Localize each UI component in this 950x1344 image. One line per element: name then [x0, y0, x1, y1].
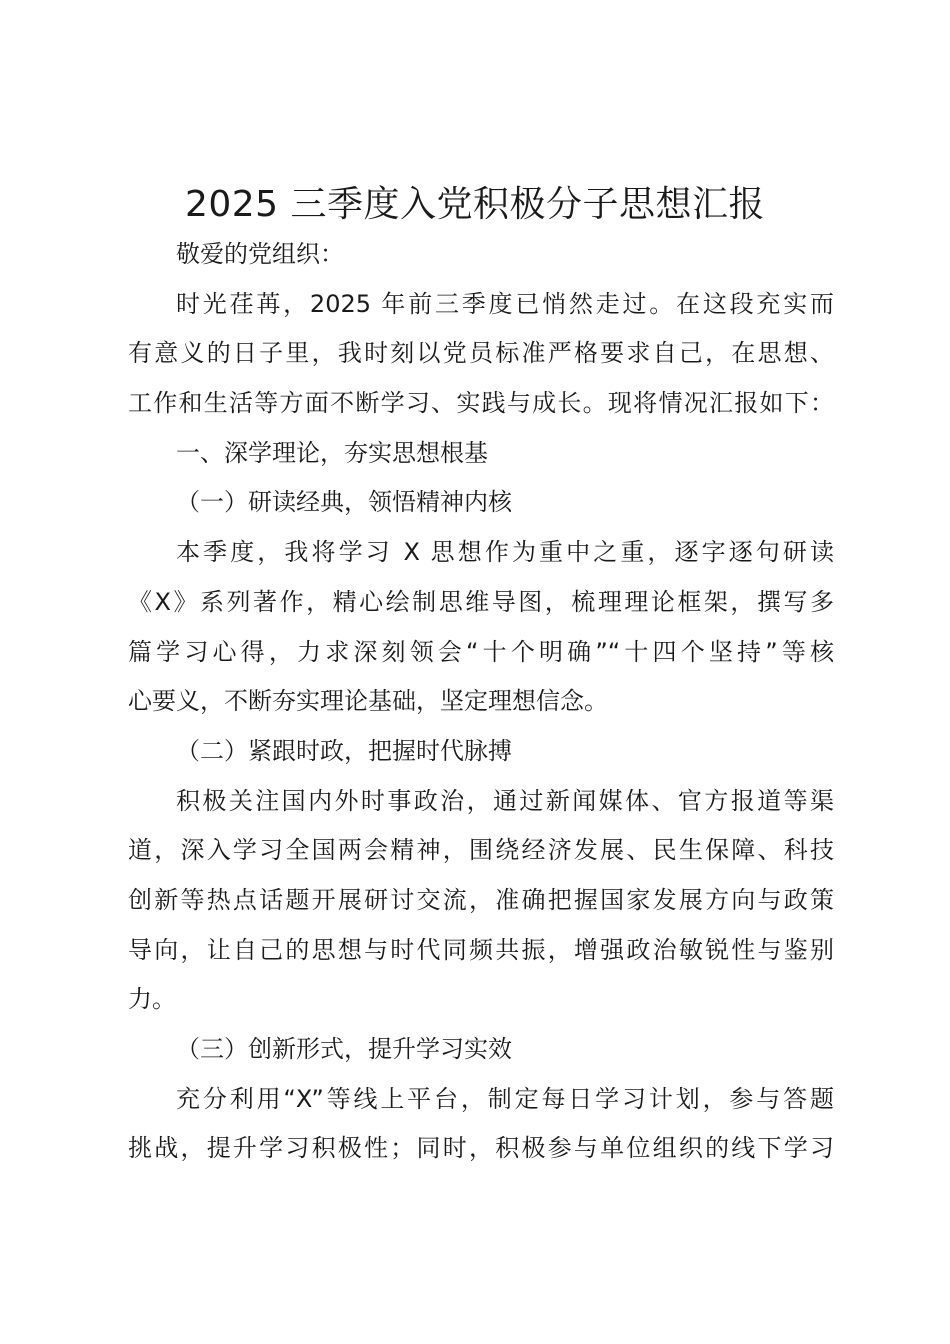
subsection-heading: （三）创新形式，提升学习实效: [176, 1035, 512, 1063]
paragraph-line: 充分利用“X”等线上平台，制定每日学习计划，参与答题: [176, 1084, 834, 1113]
section-heading: 一、深学理论，夯实思想根基: [176, 438, 488, 467]
document-title: 2025 三季度入党积极分子思想汇报: [184, 184, 766, 225]
paragraph-line: 力。: [128, 985, 176, 1014]
document-body: [128, 230, 834, 1174]
paragraph-line: 创新等热点话题开展研讨交流，准确把握国家发展方向与政策: [128, 885, 834, 914]
paragraph-line: 有意义的日子里，我时刻以党员标准严格要求自己，在思想、: [128, 339, 834, 368]
paragraph-line: 工作和生活等方面不断学习、实践与成长。现将情况汇报如下：: [128, 389, 834, 418]
paragraph-line: 《X》系列著作，精心绘制思维导图，梳理理论框架，撰写多: [128, 587, 834, 616]
paragraph-line: 积极关注国内外时事政治，通过新闻媒体、官方报道等渠: [176, 786, 834, 815]
salutation: 敬爱的党组织：: [176, 240, 344, 268]
subsection-heading: （二）紧跟时政，把握时代脉搏: [176, 736, 512, 765]
subsection-heading: （一）研读经典，领悟精神内核: [176, 488, 512, 517]
paragraph-line: 心要义，不断夯实理论基础，坚定理想信念。: [128, 687, 608, 716]
paragraph-line: 挑战，提升学习积极性；同时，积极参与单位组织的线下学习: [128, 1134, 834, 1163]
paragraph-line: 时光荏苒，2025 年前三季度已悄然走过。在这段充实而: [176, 289, 834, 318]
paragraph-line: 道，深入学习全国两会精神，围绕经济发展、民生保障、科技: [128, 836, 834, 865]
paragraph-line: 导向，让自己的思想与时代同频共振，增强政治敏锐性与鉴别: [128, 935, 834, 964]
paragraph-line: 篇学习心得，力求深刻领会“十个明确”“十四个坚持”等核: [128, 637, 834, 666]
paragraph-line: 本季度，我将学习 X 思想作为重中之重，逐字逐句研读: [176, 538, 834, 567]
